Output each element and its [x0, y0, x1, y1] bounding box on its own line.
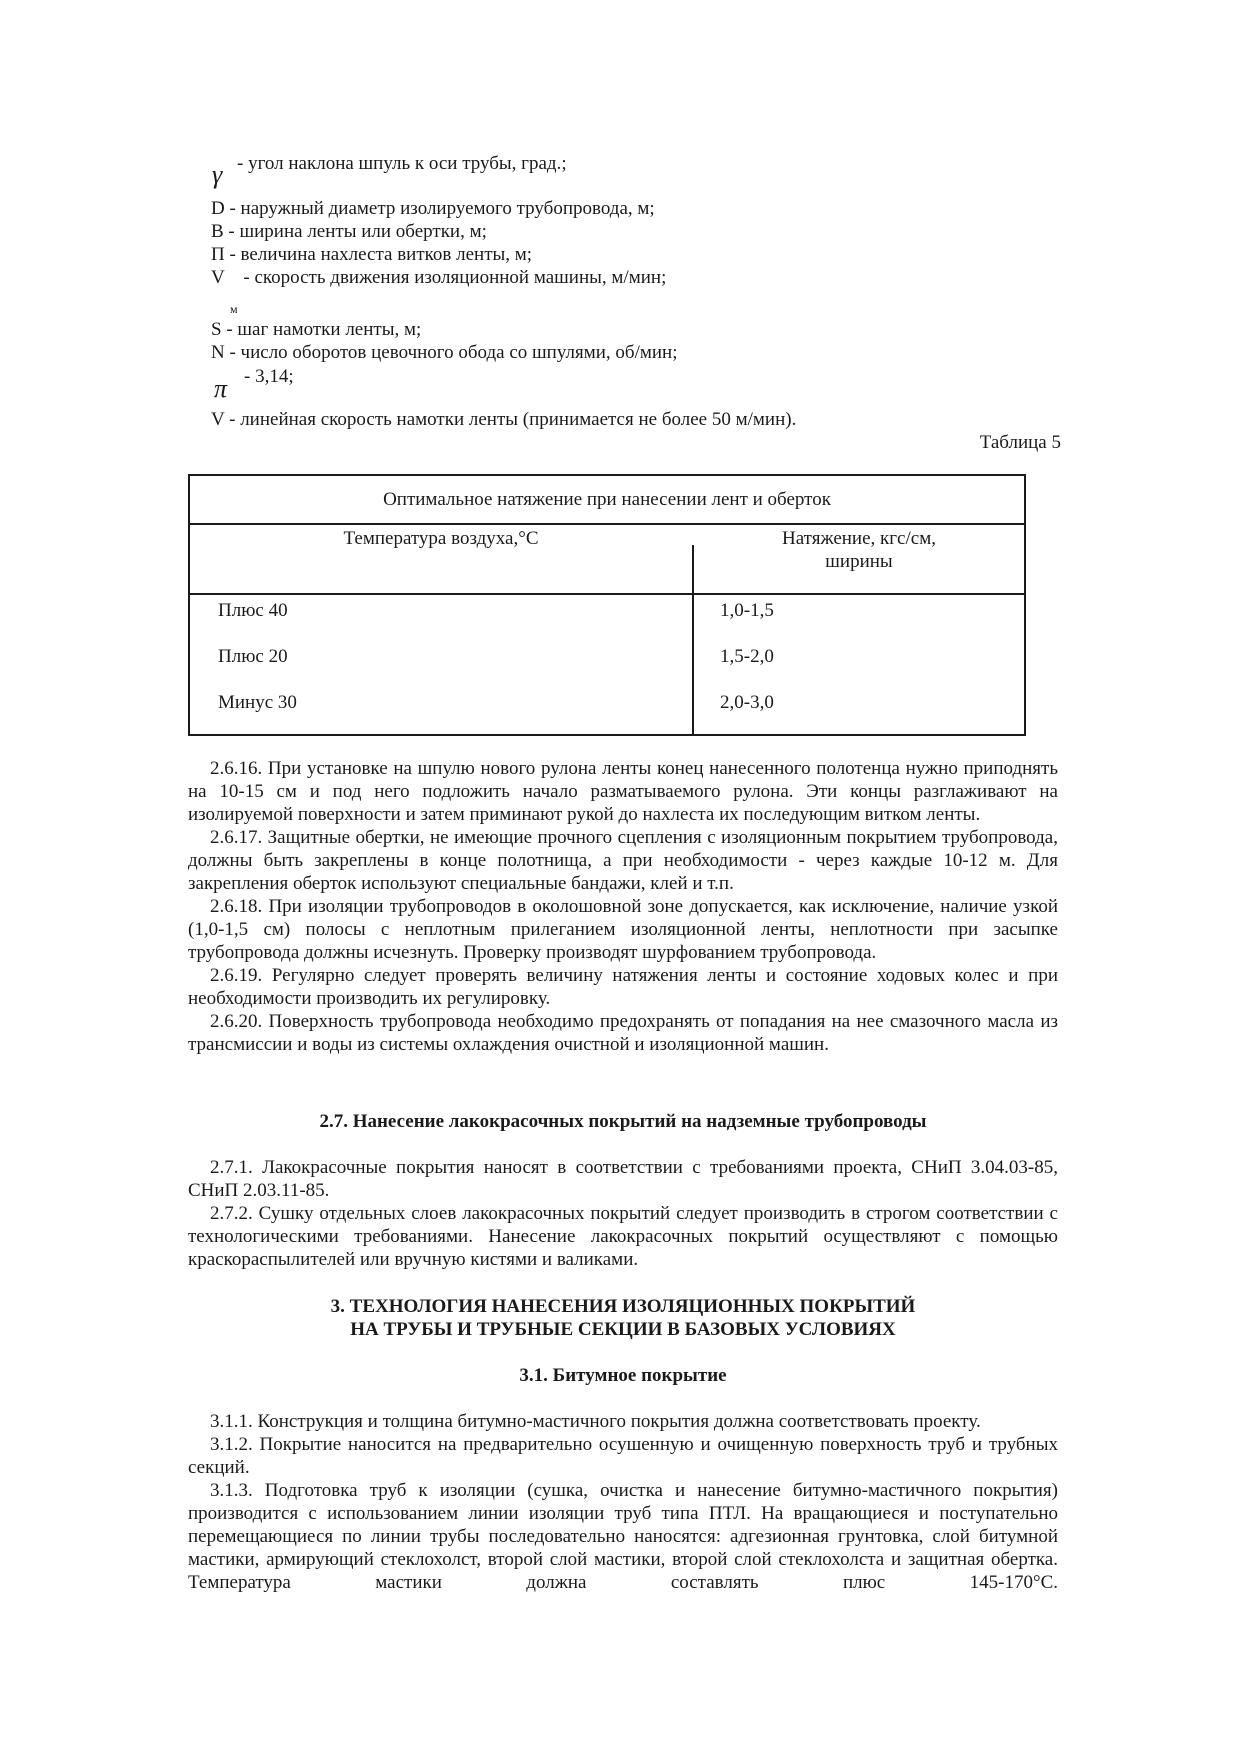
chapter-heading-line1: 3. ТЕХНОЛОГИЯ НАНЕСЕНИЯ ИЗОЛЯЦИОННЫХ ПОКРЫТИЙ — [330, 1296, 916, 1317]
table-cell-temp: Плюс 40 — [218, 600, 288, 621]
paragraph-text: 2.6.20. Поверхность трубопровода необходимо предохранять от попадания на нее смазочного масла из трансмиссии и воды из системы охлаждения очистной и изоляционной машин. — [188, 1011, 1058, 1055]
table-label: Таблица 5 — [979, 432, 1061, 453]
table-title: Оптимальное натяжение при нанесении лент и оберток — [383, 489, 831, 510]
paragraph — [188, 1410, 1058, 1433]
legend-gamma-text: - угол наклона шпуль к оси трубы, град.; — [237, 153, 567, 174]
tension-table — [188, 474, 1026, 736]
table-column-divider — [692, 545, 694, 734]
paragraph-text: 2.7.2. Сушку отдельных слоев лакокрасочных покрытий следует производить в строгом соответствии с технологическими требованиями. Нанесение лакокрасочных покрытий осуществляют с помощью краскораспылителей или вручную кистями и валиками. — [188, 1203, 1058, 1270]
paragraph-text: 2.6.17. Защитные обертки, не имеющие прочного сцепления с изоляционным покрытием трубопровода, должны быть закреплены в конце полотнища, а при необходимости - через каждые 10-12 м. Для закрепления оберток используют специальные бандажи, клей и т.п. — [188, 827, 1058, 894]
paragraph-text: 2.6.16. При установке на шпулю нового рулона ленты конец нанесенного полотенца нужно приподнять на 10-15 см и под него подложить начало разматываемого рулона. Эти концы разглаживают на изолируемой поверхности и затем приминают рукой до нахлеста их последующим витком ленты. — [188, 758, 1058, 825]
table-cell-temp: Минус 30 — [218, 692, 297, 713]
paragraph — [188, 1202, 1058, 1271]
legend-s-text: S - шаг намотки ленты, м; — [211, 319, 422, 340]
table-cell-temp: Плюс 20 — [218, 646, 288, 667]
table-cell-tension: 1,5-2,0 — [720, 646, 774, 667]
section-heading-2-7: 2.7. Нанесение лакокрасочных покрытий на надземные трубопроводы — [319, 1111, 927, 1132]
section-2-7-text — [188, 1156, 1058, 1271]
table-header-tension: Натяжение, кгс/см, — [782, 528, 936, 549]
chapter-heading-line2: НА ТРУБЫ И ТРУБНЫЕ СЕКЦИИ В БАЗОВЫХ УСЛОВИЯХ — [350, 1319, 896, 1340]
paragraph — [188, 1433, 1058, 1479]
paragraph — [188, 826, 1058, 895]
table-cell-tension: 1,0-1,5 — [720, 600, 774, 621]
paragraph — [188, 1156, 1058, 1202]
legend-pi-text: - 3,14; — [244, 366, 294, 387]
pi-symbol: π — [214, 374, 228, 403]
table-header-temperature: Температура воздуха,°С — [343, 528, 539, 549]
gamma-symbol: γ — [212, 160, 223, 189]
paragraph-text: 2.7.1. Лакокрасочные покрытия наносят в соответствии с требованиями проекта, СНиП 3.04.03-85, СНиП 2.03.11-85. — [188, 1157, 1058, 1201]
paragraph — [188, 964, 1058, 1010]
table-header-tension-unit: ширины — [825, 551, 893, 572]
table-divider — [190, 523, 1024, 525]
paragraph — [188, 757, 1058, 826]
legend-n-text: N - число оборотов цевочного обода со шпулями, об/мин; — [211, 342, 678, 363]
paragraph — [188, 895, 1058, 964]
paragraph-text: 2.6.19. Регулярно следует проверять величину натяжения ленты и состояние ходовых колес и при необходимости производить их регулировку. — [188, 965, 1058, 1009]
paragraph — [188, 1010, 1058, 1056]
paragraph-text: 3.1.1. Конструкция и толщина битумно-мастичного покрытия должна соответствовать проекту. — [210, 1411, 981, 1432]
legend-vm-subscript: м — [230, 302, 238, 316]
paragraph-text: 3.1.3. Подготовка труб к изоляции (сушка, очистка и нанесение битумно-мастичного покрытия) производится с использованием линии изоляции труб типа ПТЛ. На вращающиеся и поступательно перемещающиеся по линии трубы последовательно наносятся: адгезионная грунтовка, слой битумной мастики, армирующий стеклохолст, второй слой мастики, второй слой стеклохолста и защитная обертка. Температура мастики должна составлять плюс 145-170°С. — [188, 1480, 1058, 1593]
legend-d-text: D - наружный диаметр изолируемого трубопровода, м; — [211, 198, 655, 219]
section-2-6-text — [188, 757, 1058, 1056]
legend-b-text: B - ширина ленты или обертки, м; — [211, 221, 487, 242]
legend-vm-text: V - скорость движения изоляционной машины, м/мин; — [211, 267, 667, 288]
legend-v-text: V - линейная скорость намотки ленты (принимается не более 50 м/мин). — [211, 409, 797, 430]
table-divider — [190, 593, 1024, 595]
legend-p-text: П - величина нахлеста витков ленты, м; — [211, 244, 533, 265]
section-3-1-text — [188, 1410, 1058, 1594]
paragraph-text: 3.1.2. Покрытие наносится на предварительно осушенную и очищенную поверхность труб и трубных секций. — [188, 1434, 1058, 1478]
section-heading-3-1: 3.1. Битумное покрытие — [519, 1365, 727, 1386]
paragraph — [188, 1479, 1058, 1594]
paragraph-text: 2.6.18. При изоляции трубопроводов в околошовной зоне допускается, как исключение, наличие узкой (1,0-1,5 см) полосы с неплотным прилеганием изоляционной ленты, неплотности при засыпке трубопровода должны исчезнуть. Проверку производят шурфованием трубопровода. — [188, 896, 1058, 963]
table-cell-tension: 2,0-3,0 — [720, 692, 774, 713]
